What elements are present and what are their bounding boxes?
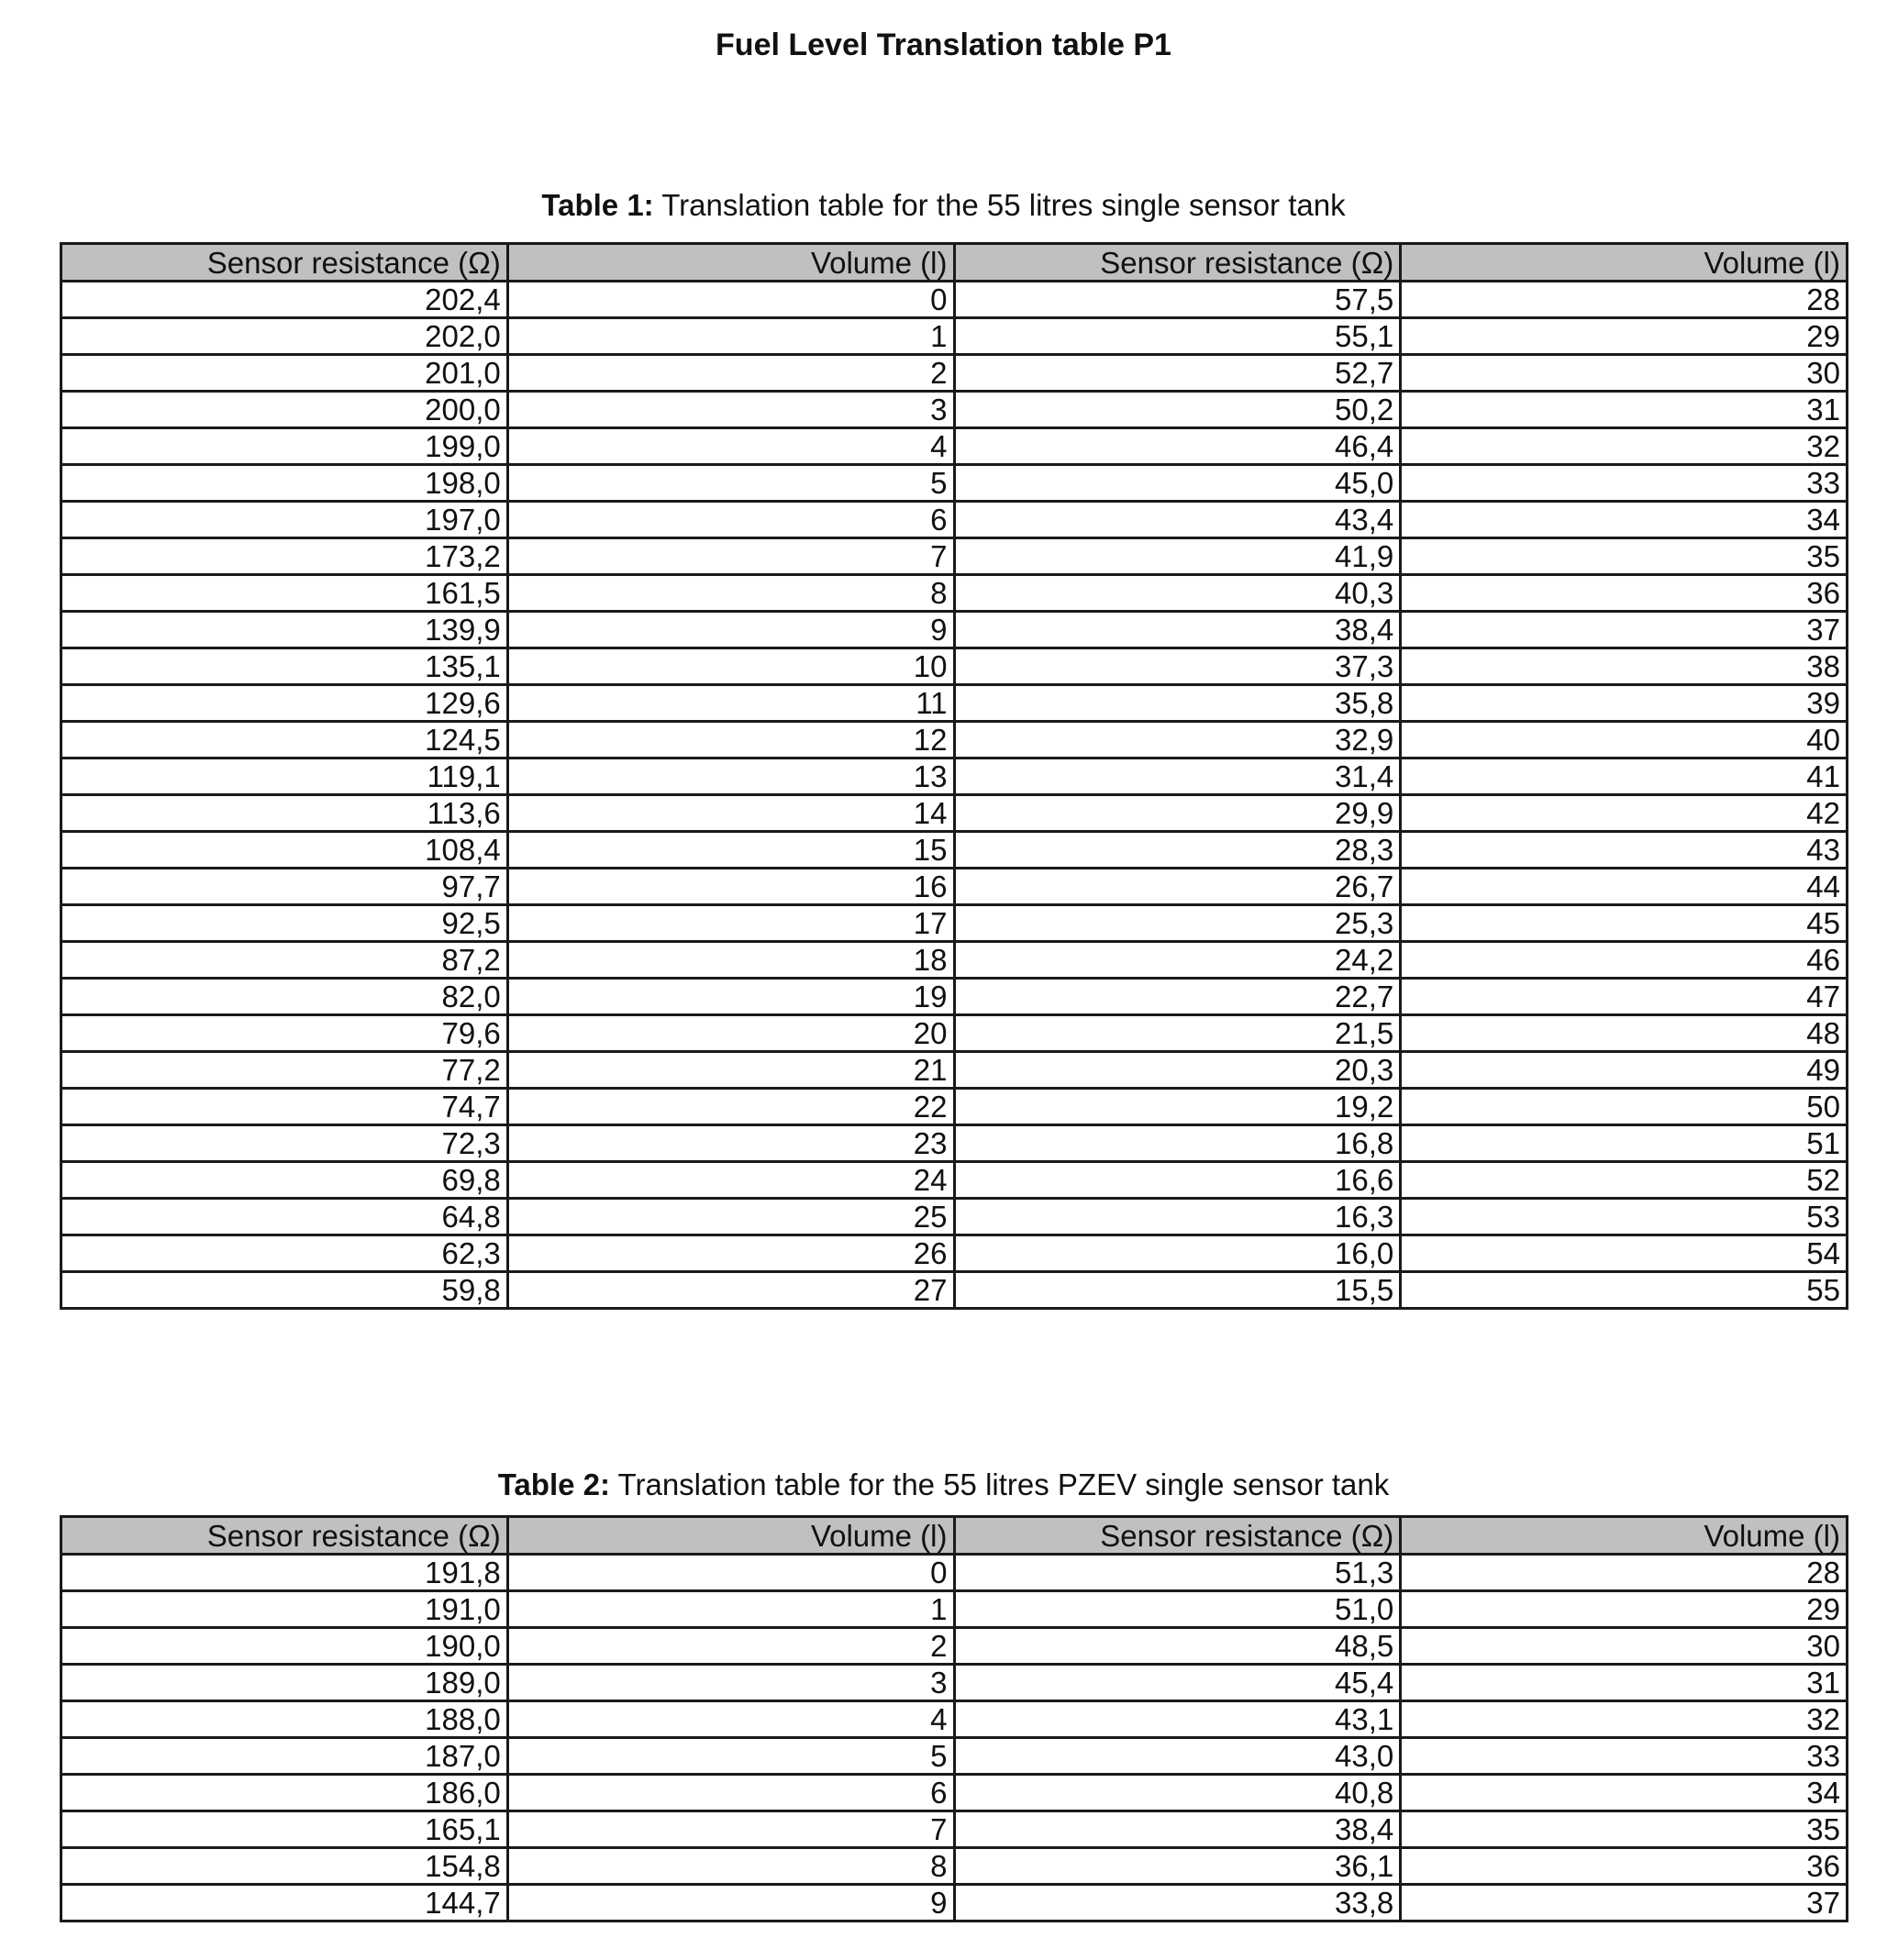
cell-volume-2: 47 xyxy=(1401,979,1848,1015)
cell-sensor-resistance-2: 45,4 xyxy=(954,1665,1401,1701)
cell-volume-2: 28 xyxy=(1401,282,1848,318)
cell-volume: 23 xyxy=(507,1125,954,1162)
cell-volume: 9 xyxy=(507,612,954,648)
cell-sensor-resistance-2: 26,7 xyxy=(954,869,1401,905)
cell-volume-2: 39 xyxy=(1401,685,1848,722)
cell-sensor-resistance-2: 38,4 xyxy=(954,612,1401,648)
cell-volume-2: 50 xyxy=(1401,1089,1848,1125)
table-row xyxy=(61,1775,1848,1811)
cell-sensor-resistance-2: 51,3 xyxy=(954,1555,1401,1591)
cell-volume: 7 xyxy=(507,1811,954,1848)
cell-sensor-resistance: 82,0 xyxy=(61,979,508,1015)
cell-sensor-resistance: 189,0 xyxy=(61,1665,508,1701)
cell-volume-2: 35 xyxy=(1401,538,1848,575)
table-1-fuel-translation xyxy=(60,242,1848,1310)
cell-sensor-resistance: 188,0 xyxy=(61,1701,508,1738)
cell-volume-2: 30 xyxy=(1401,355,1848,392)
cell-volume: 20 xyxy=(507,1015,954,1052)
cell-volume: 3 xyxy=(507,1665,954,1701)
table-row xyxy=(61,1811,1848,1848)
cell-sensor-resistance-2: 55,1 xyxy=(954,318,1401,355)
cell-sensor-resistance: 186,0 xyxy=(61,1775,508,1811)
table-2-caption xyxy=(0,1467,1887,1502)
cell-volume: 13 xyxy=(507,759,954,795)
cell-volume: 16 xyxy=(507,869,954,905)
cell-sensor-resistance: 77,2 xyxy=(61,1052,508,1089)
column-header-sensor-resistance: Sensor resistance (Ω) xyxy=(61,244,508,282)
cell-volume: 3 xyxy=(507,392,954,428)
table-2-caption-text: Translation table for the 55 litres PZEV single sensor tank xyxy=(609,1467,1390,1501)
cell-volume-2: 34 xyxy=(1401,502,1848,538)
cell-sensor-resistance: 129,6 xyxy=(61,685,508,722)
table-row xyxy=(61,1665,1848,1701)
cell-sensor-resistance: 62,3 xyxy=(61,1235,508,1272)
cell-volume-2: 51 xyxy=(1401,1125,1848,1162)
cell-sensor-resistance-2: 57,5 xyxy=(954,282,1401,318)
table-row xyxy=(61,1089,1848,1125)
table-1-caption-label: Table 1: xyxy=(541,188,654,222)
cell-sensor-resistance: 190,0 xyxy=(61,1628,508,1665)
cell-sensor-resistance-2: 21,5 xyxy=(954,1015,1401,1052)
table-row xyxy=(61,1738,1848,1775)
cell-sensor-resistance: 202,0 xyxy=(61,318,508,355)
cell-volume: 25 xyxy=(507,1199,954,1235)
cell-volume: 2 xyxy=(507,1628,954,1665)
cell-sensor-resistance: 59,8 xyxy=(61,1272,508,1309)
cell-volume-2: 33 xyxy=(1401,465,1848,502)
table-row xyxy=(61,282,1848,318)
cell-sensor-resistance-2: 15,5 xyxy=(954,1272,1401,1309)
cell-volume: 5 xyxy=(507,1738,954,1775)
cell-volume-2: 28 xyxy=(1401,1555,1848,1591)
cell-sensor-resistance: 97,7 xyxy=(61,869,508,905)
cell-sensor-resistance: 69,8 xyxy=(61,1162,508,1199)
cell-sensor-resistance-2: 43,0 xyxy=(954,1738,1401,1775)
cell-volume-2: 45 xyxy=(1401,905,1848,942)
cell-volume-2: 55 xyxy=(1401,1272,1848,1309)
cell-sensor-resistance: 191,8 xyxy=(61,1555,508,1591)
cell-sensor-resistance-2: 37,3 xyxy=(954,648,1401,685)
column-header-volume-2: Volume (l) xyxy=(1401,244,1848,282)
table-row xyxy=(61,1555,1848,1591)
table-row xyxy=(61,355,1848,392)
cell-sensor-resistance-2: 43,1 xyxy=(954,1701,1401,1738)
cell-sensor-resistance-2: 32,9 xyxy=(954,722,1401,759)
cell-volume: 0 xyxy=(507,1555,954,1591)
table-row xyxy=(61,575,1848,612)
cell-sensor-resistance: 64,8 xyxy=(61,1199,508,1235)
cell-sensor-resistance-2: 22,7 xyxy=(954,979,1401,1015)
cell-volume: 19 xyxy=(507,979,954,1015)
cell-sensor-resistance: 198,0 xyxy=(61,465,508,502)
cell-volume: 14 xyxy=(507,795,954,832)
table-header-row xyxy=(61,1517,1848,1555)
cell-sensor-resistance: 119,1 xyxy=(61,759,508,795)
cell-volume-2: 30 xyxy=(1401,1628,1848,1665)
table-row xyxy=(61,1628,1848,1665)
cell-sensor-resistance: 202,4 xyxy=(61,282,508,318)
table-row xyxy=(61,942,1848,979)
cell-volume-2: 48 xyxy=(1401,1015,1848,1052)
cell-sensor-resistance: 191,0 xyxy=(61,1591,508,1628)
cell-sensor-resistance-2: 45,0 xyxy=(954,465,1401,502)
cell-volume: 4 xyxy=(507,428,954,465)
column-header-sensor-resistance-2: Sensor resistance (Ω) xyxy=(954,1517,1401,1555)
cell-volume: 26 xyxy=(507,1235,954,1272)
cell-sensor-resistance-2: 50,2 xyxy=(954,392,1401,428)
cell-sensor-resistance: 165,1 xyxy=(61,1811,508,1848)
cell-volume-2: 38 xyxy=(1401,648,1848,685)
table-row xyxy=(61,502,1848,538)
table-row xyxy=(61,1235,1848,1272)
table-row xyxy=(61,869,1848,905)
cell-sensor-resistance-2: 16,0 xyxy=(954,1235,1401,1272)
cell-volume-2: 37 xyxy=(1401,1885,1848,1921)
table-2-caption-label: Table 2: xyxy=(497,1467,610,1501)
cell-sensor-resistance: 154,8 xyxy=(61,1848,508,1885)
cell-sensor-resistance: 113,6 xyxy=(61,795,508,832)
cell-sensor-resistance: 87,2 xyxy=(61,942,508,979)
cell-volume-2: 36 xyxy=(1401,1848,1848,1885)
table-row xyxy=(61,318,1848,355)
cell-sensor-resistance: 135,1 xyxy=(61,648,508,685)
column-header-volume-2: Volume (l) xyxy=(1401,1517,1848,1555)
cell-sensor-resistance: 187,0 xyxy=(61,1738,508,1775)
cell-sensor-resistance-2: 19,2 xyxy=(954,1089,1401,1125)
cell-sensor-resistance-2: 40,8 xyxy=(954,1775,1401,1811)
cell-sensor-resistance: 72,3 xyxy=(61,1125,508,1162)
table-row xyxy=(61,1199,1848,1235)
cell-volume: 21 xyxy=(507,1052,954,1089)
cell-sensor-resistance-2: 16,3 xyxy=(954,1199,1401,1235)
cell-volume-2: 31 xyxy=(1401,392,1848,428)
cell-sensor-resistance-2: 28,3 xyxy=(954,832,1401,869)
table-row xyxy=(61,1272,1848,1309)
cell-sensor-resistance-2: 31,4 xyxy=(954,759,1401,795)
cell-sensor-resistance: 173,2 xyxy=(61,538,508,575)
cell-volume: 12 xyxy=(507,722,954,759)
table-row xyxy=(61,465,1848,502)
cell-sensor-resistance-2: 29,9 xyxy=(954,795,1401,832)
cell-volume-2: 42 xyxy=(1401,795,1848,832)
table-row xyxy=(61,1848,1848,1885)
cell-volume: 8 xyxy=(507,575,954,612)
cell-volume-2: 37 xyxy=(1401,612,1848,648)
table-row xyxy=(61,1591,1848,1628)
cell-sensor-resistance-2: 35,8 xyxy=(954,685,1401,722)
cell-volume: 18 xyxy=(507,942,954,979)
cell-volume-2: 31 xyxy=(1401,1665,1848,1701)
table-row xyxy=(61,1885,1848,1921)
cell-sensor-resistance: 74,7 xyxy=(61,1089,508,1125)
table-row xyxy=(61,1015,1848,1052)
cell-sensor-resistance-2: 46,4 xyxy=(954,428,1401,465)
cell-volume-2: 49 xyxy=(1401,1052,1848,1089)
table-row xyxy=(61,1162,1848,1199)
cell-volume: 1 xyxy=(507,1591,954,1628)
cell-volume: 24 xyxy=(507,1162,954,1199)
table-2-pzev-fuel-translation xyxy=(60,1515,1848,1922)
column-header-volume: Volume (l) xyxy=(507,1517,954,1555)
table-row xyxy=(61,538,1848,575)
cell-sensor-resistance-2: 51,0 xyxy=(954,1591,1401,1628)
cell-sensor-resistance: 201,0 xyxy=(61,355,508,392)
cell-volume: 11 xyxy=(507,685,954,722)
cell-volume-2: 52 xyxy=(1401,1162,1848,1199)
cell-sensor-resistance-2: 48,5 xyxy=(954,1628,1401,1665)
table-row xyxy=(61,612,1848,648)
table-row xyxy=(61,648,1848,685)
cell-sensor-resistance-2: 16,8 xyxy=(954,1125,1401,1162)
table-row xyxy=(61,832,1848,869)
cell-volume-2: 44 xyxy=(1401,869,1848,905)
cell-volume-2: 40 xyxy=(1401,722,1848,759)
cell-sensor-resistance: 161,5 xyxy=(61,575,508,612)
table-row xyxy=(61,795,1848,832)
cell-volume-2: 36 xyxy=(1401,575,1848,612)
cell-sensor-resistance-2: 52,7 xyxy=(954,355,1401,392)
cell-sensor-resistance-2: 33,8 xyxy=(954,1885,1401,1921)
cell-volume: 17 xyxy=(507,905,954,942)
table-row xyxy=(61,428,1848,465)
table-row xyxy=(61,1052,1848,1089)
cell-volume: 15 xyxy=(507,832,954,869)
cell-volume-2: 41 xyxy=(1401,759,1848,795)
cell-volume: 8 xyxy=(507,1848,954,1885)
cell-volume-2: 54 xyxy=(1401,1235,1848,1272)
table-row xyxy=(61,759,1848,795)
cell-sensor-resistance-2: 16,6 xyxy=(954,1162,1401,1199)
cell-volume: 7 xyxy=(507,538,954,575)
table-row xyxy=(61,1125,1848,1162)
cell-volume-2: 35 xyxy=(1401,1811,1848,1848)
column-header-sensor-resistance: Sensor resistance (Ω) xyxy=(61,1517,508,1555)
cell-volume: 0 xyxy=(507,282,954,318)
cell-sensor-resistance-2: 24,2 xyxy=(954,942,1401,979)
cell-volume: 9 xyxy=(507,1885,954,1921)
cell-volume-2: 34 xyxy=(1401,1775,1848,1811)
cell-sensor-resistance-2: 41,9 xyxy=(954,538,1401,575)
cell-sensor-resistance: 200,0 xyxy=(61,392,508,428)
cell-volume: 2 xyxy=(507,355,954,392)
cell-sensor-resistance: 79,6 xyxy=(61,1015,508,1052)
table-row xyxy=(61,905,1848,942)
cell-sensor-resistance: 92,5 xyxy=(61,905,508,942)
cell-sensor-resistance-2: 40,3 xyxy=(954,575,1401,612)
cell-sensor-resistance-2: 38,4 xyxy=(954,1811,1401,1848)
cell-volume-2: 29 xyxy=(1401,1591,1848,1628)
cell-volume: 6 xyxy=(507,502,954,538)
cell-sensor-resistance-2: 36,1 xyxy=(954,1848,1401,1885)
table-row xyxy=(61,979,1848,1015)
table-header-row xyxy=(61,244,1848,282)
cell-sensor-resistance: 144,7 xyxy=(61,1885,508,1921)
cell-sensor-resistance: 199,0 xyxy=(61,428,508,465)
table-row xyxy=(61,685,1848,722)
table-1-caption xyxy=(0,188,1887,223)
cell-sensor-resistance: 139,9 xyxy=(61,612,508,648)
cell-volume-2: 53 xyxy=(1401,1199,1848,1235)
cell-volume-2: 46 xyxy=(1401,942,1848,979)
document-title: Fuel Level Translation table P1 xyxy=(716,28,1171,62)
cell-volume: 1 xyxy=(507,318,954,355)
cell-volume: 10 xyxy=(507,648,954,685)
cell-sensor-resistance-2: 20,3 xyxy=(954,1052,1401,1089)
column-header-sensor-resistance-2: Sensor resistance (Ω) xyxy=(954,244,1401,282)
table-row xyxy=(61,722,1848,759)
cell-volume: 5 xyxy=(507,465,954,502)
cell-volume-2: 33 xyxy=(1401,1738,1848,1775)
column-header-volume: Volume (l) xyxy=(507,244,954,282)
cell-sensor-resistance: 124,5 xyxy=(61,722,508,759)
cell-sensor-resistance-2: 25,3 xyxy=(954,905,1401,942)
table-1-caption-text: Translation table for the 55 litres single sensor tank xyxy=(653,188,1346,222)
cell-sensor-resistance: 197,0 xyxy=(61,502,508,538)
cell-volume-2: 29 xyxy=(1401,318,1848,355)
cell-volume-2: 32 xyxy=(1401,428,1848,465)
table-row xyxy=(61,1701,1848,1738)
table-row xyxy=(61,392,1848,428)
cell-volume-2: 43 xyxy=(1401,832,1848,869)
cell-volume: 27 xyxy=(507,1272,954,1309)
cell-sensor-resistance-2: 43,4 xyxy=(954,502,1401,538)
cell-sensor-resistance: 108,4 xyxy=(61,832,508,869)
cell-volume: 4 xyxy=(507,1701,954,1738)
cell-volume: 6 xyxy=(507,1775,954,1811)
cell-volume-2: 32 xyxy=(1401,1701,1848,1738)
cell-volume: 22 xyxy=(507,1089,954,1125)
